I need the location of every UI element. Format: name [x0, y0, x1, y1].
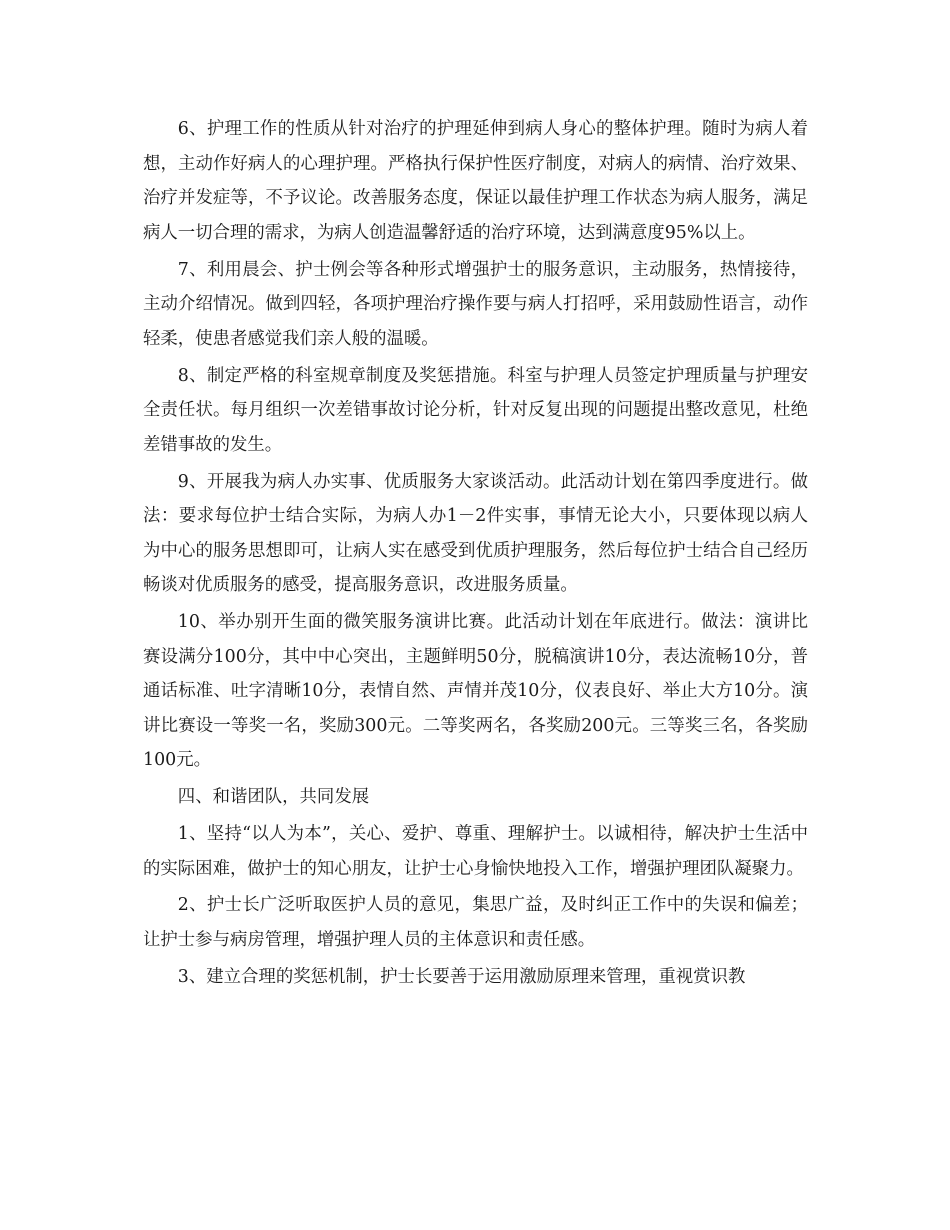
paragraph-item-1: 1、坚持“以人为本”，关心、爱护、尊重、理解护士。以诚相待，解决护士生活中的实际困难，做护士的知心朋友，让护士心身愉快地投入工作，增强护理团队凝聚力。	[143, 824, 808, 879]
paragraph-item-10: 10、举办别开生面的微笑服务演讲比赛。此活动计划在年底进行。做法：演讲比赛设满分100分，其中中心突出，主题鲜明50分，脱稿演讲10分，表达流畅10分，普通话标准、吐字清晰10分，表情自然、声情并茂10分，仪表良好、举止大方10分。演讲比赛设一等奖一名，奖励300元。二等奖两名，各奖励200元。三等奖三名，各奖励100元。	[143, 612, 808, 771]
paragraph-item-9: 9、开展我为病人办实事、优质服务大家谈活动。此活动计划在第四季度进行。做法：要求每位护士结合实际，为病人办1－2件实事，事情无论大小，只要体现以病人为中心的服务思想即可，让病人实在感受到优质护理服务，然后每位护士结合自己经历畅谈对优质服务的感受，提高服务意识，改进服务质量。	[143, 471, 808, 596]
paragraph-item-3: 3、建立合理的奖惩机制，护士长要善于运用激励原理来管理，重视赏识教	[177, 966, 746, 987]
paragraph-item-8: 8、制定严格的科室规章制度及奖惩措施。科室与护理人员签定护理质量与护理安全责任状。每月组织一次差错事故讨论分析，针对反复出现的问题提出整改意见，杜绝差错事故的发生。	[143, 365, 808, 455]
paragraph-item-7: 7、利用晨会、护士例会等各种形式增强护士的服务意识，主动服务，热情接待，主动介绍情况。做到四轻，各项护理治疗操作要与病人打招呼，采用鼓励性语言，动作轻柔，使患者感觉我们亲人般的温暖。	[143, 259, 808, 349]
section-heading-harmonious-team: 四、和谐团队，共同发展	[177, 787, 370, 808]
paragraph-item-6: 6、护理工作的性质从针对治疗的护理延伸到病人身心的整体护理。随时为病人着想，主动作好病人的心理护理。严格执行保护性医疗制度，对病人的病情、治疗效果、治疗并发症等，不予议论。改善服务态度，保证以最佳护理工作状态为病人服务，满足病人一切合理的需求，为病人创造温馨舒适的治疗环境，达到满意度95%以上。	[143, 119, 808, 243]
paragraph-item-2: 2、护士长广泛听取医护人员的意见，集思广益，及时纠正工作中的失误和偏差；让护士参与病房管理，增强护理人员的主体意识和责任感。	[143, 895, 808, 950]
document-body	[143, 112, 808, 997]
